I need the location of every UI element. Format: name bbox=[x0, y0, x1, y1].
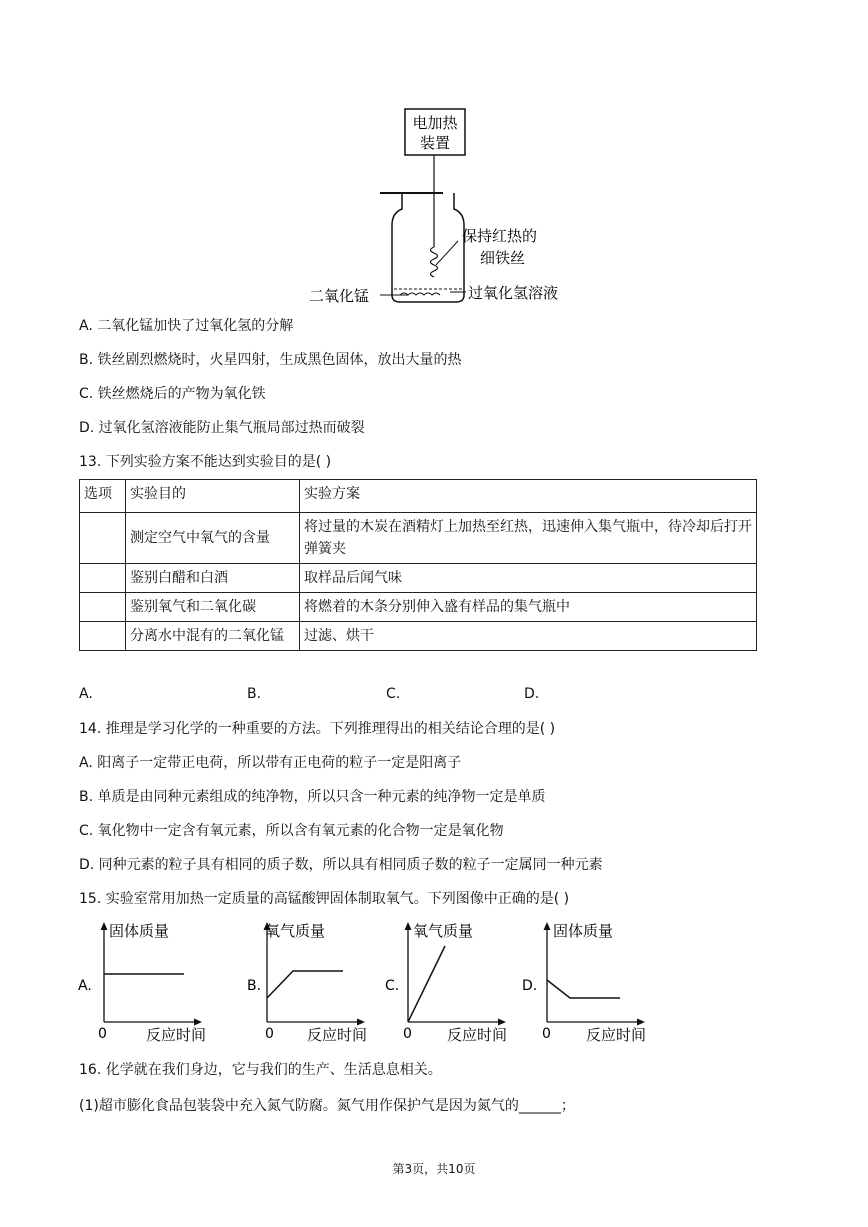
table-row bbox=[80, 513, 757, 564]
row-purpose: 测定空气中氧气的含量 bbox=[126, 513, 300, 564]
q16-part1: (1)超市膨化食品包装袋中充入氮气防腐。氮气用作保护气是因为氮气的______； bbox=[79, 1098, 575, 1114]
q12-option-d: D. 过氧化氢溶液能防止集气瓶局部过热而破裂 bbox=[79, 420, 365, 436]
page-footer: 第3页，共10页 bbox=[392, 1162, 476, 1176]
table-row bbox=[80, 622, 757, 651]
q14-option-a: A. 阳离子一定带正电荷，所以带有正电荷的粒子一定是阳离子 bbox=[79, 755, 462, 771]
graph-origin: 0 bbox=[98, 1026, 107, 1042]
row-option bbox=[80, 564, 126, 593]
header-purpose: 实验目的 bbox=[126, 480, 300, 513]
row-option bbox=[80, 622, 126, 651]
row-purpose: 鉴别白醋和白酒 bbox=[126, 564, 300, 593]
q15-graph-b bbox=[245, 918, 385, 1046]
q16-stem: 16. 化学就在我们身边，它与我们的生产、生活息息相关。 bbox=[79, 1062, 442, 1078]
graph-letter: A. bbox=[78, 978, 92, 994]
mno2-label: 二氧化锰 bbox=[309, 287, 370, 305]
graph-letter: D. bbox=[522, 978, 538, 994]
q14-option-b: B. 单质是由同种元素组成的纯净物，所以只含一种元素的纯净物一定是单质 bbox=[79, 789, 546, 805]
header-option: 选项 bbox=[80, 480, 126, 513]
table-header-row bbox=[80, 480, 757, 513]
row-plan: 将过量的木炭在酒精灯上加热至红热，迅速伸入集气瓶中，待冷却后打开弹簧夹 bbox=[300, 513, 757, 564]
q13-table bbox=[79, 479, 757, 651]
row-plan: 过滤、烘干 bbox=[300, 622, 757, 651]
graph-xlabel: 反应时间 bbox=[146, 1026, 207, 1044]
graph-letter: C. bbox=[385, 978, 400, 994]
q14-option-c: C. 氧化物中一定含有氧元素，所以含有氧元素的化合物一定是氧化物 bbox=[79, 823, 504, 839]
wire-label-line2: 细铁丝 bbox=[480, 249, 526, 267]
graph-xlabel: 反应时间 bbox=[307, 1026, 368, 1044]
row-plan: 将燃着的木条分别伸入盛有样品的集气瓶中 bbox=[300, 593, 757, 622]
row-purpose: 鉴别氧气和二氧化碳 bbox=[126, 593, 300, 622]
apparatus-figure bbox=[300, 105, 570, 310]
graph-origin: 0 bbox=[265, 1026, 274, 1042]
q15-graph-a bbox=[76, 918, 226, 1046]
q14-stem: 14. 推理是学习化学的一种重要的方法。下列推理得出的相关结论合理的是( ) bbox=[79, 721, 556, 737]
q12-option-a: A. 二氧化锰加快了过氧化氢的分解 bbox=[79, 318, 294, 334]
graph-origin: 0 bbox=[542, 1026, 551, 1042]
graph-ylabel: 固体质量 bbox=[553, 922, 614, 940]
header-plan: 实验方案 bbox=[300, 480, 757, 513]
graph-origin: 0 bbox=[403, 1026, 412, 1042]
q15-graph-d bbox=[520, 918, 660, 1046]
graph-ylabel: 氧气质量 bbox=[413, 922, 474, 940]
q13-choice-b: B. bbox=[247, 686, 262, 702]
table-row bbox=[80, 564, 757, 593]
q15-stem: 15. 实验室常用加热一定质量的高锰酸钾固体制取氧气。下列图像中正确的是( ) bbox=[79, 891, 570, 907]
row-option bbox=[80, 593, 126, 622]
q12-option-c: C. 铁丝燃烧后的产物为氧化铁 bbox=[79, 386, 266, 402]
q15-graph-c bbox=[383, 918, 523, 1046]
graph-xlabel: 反应时间 bbox=[586, 1026, 647, 1044]
heater-label-line1: 电加热 bbox=[412, 114, 458, 132]
q13-choice-a: A. bbox=[79, 686, 93, 702]
q13-choice-d: D. bbox=[524, 686, 540, 702]
row-purpose: 分离水中混有的二氧化锰 bbox=[126, 622, 300, 651]
q13-stem: 13. 下列实验方案不能达到实验目的是( ) bbox=[79, 454, 332, 470]
row-plan: 取样品后闻气味 bbox=[300, 564, 757, 593]
q12-option-b: B. 铁丝剧烈燃烧时，火星四射，生成黑色固体，放出大量的热 bbox=[79, 352, 462, 368]
row-option bbox=[80, 513, 126, 564]
heater-label-line2: 装置 bbox=[419, 134, 451, 152]
h2o2-label: 过氧化氢溶液 bbox=[468, 284, 559, 302]
graph-letter: B. bbox=[247, 978, 262, 994]
wire-label-line1: 保持红热的 bbox=[462, 227, 538, 245]
q13-choice-c: C. bbox=[386, 686, 401, 702]
graph-xlabel: 反应时间 bbox=[447, 1026, 508, 1044]
graph-ylabel: 氧气质量 bbox=[265, 922, 326, 940]
table-row bbox=[80, 593, 757, 622]
graph-ylabel: 固体质量 bbox=[109, 922, 170, 940]
q14-option-d: D. 同种元素的粒子具有相同的质子数，所以具有相同质子数的粒子一定属同一种元素 bbox=[79, 857, 603, 873]
